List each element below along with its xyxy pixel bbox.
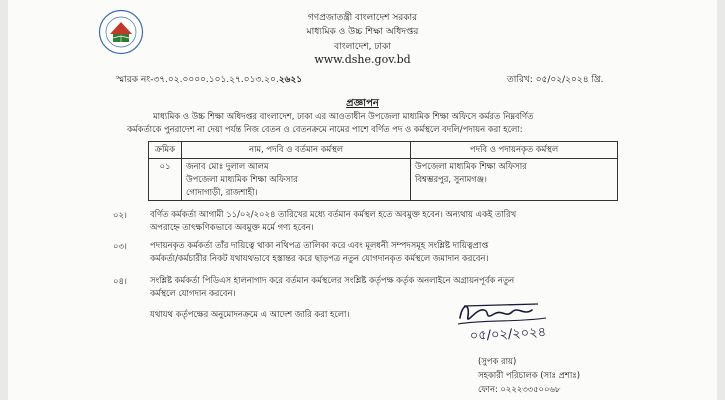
government-title: গণপ্রজাতন্ত্রী বাংলাদেশ সরকার (307, 13, 418, 23)
memo-number-bold: ২৬২১ (278, 75, 303, 85)
clause-text (150, 239, 640, 265)
table-row (149, 159, 618, 201)
clause-line: কর্মকর্তা/কর্মচারীর নিকট যথাযথভাবে হস্তান্তর করে ছাড়পত্র নতুন যোগদানকৃত কর্মস্থলে জমাদান করবেন। (150, 253, 489, 263)
current-designation: উপজেলা মাধ্যমিক শিক্ষা অফিসার (186, 174, 298, 184)
handwritten-date: ০৫/০২/২০২৪ (469, 325, 547, 344)
clause-number: ০৩। (113, 241, 127, 251)
header-new: পদবি ও পদায়নকৃত কর্মস্থল (411, 142, 618, 159)
handwritten-signature (450, 296, 585, 344)
new-station: বিশ্বম্ভরপুর, সুনামগঞ্জ। (415, 174, 487, 184)
header-current: নাম, পদবি ও বর্তমান কর্মস্থল (182, 142, 411, 159)
intro-line-2: কর্মকর্তাকে পুনরাদেশ না দেয়া পর্যন্ত নিজ বেতন ও বেতনক্রমে নামের পাশে বর্ণিত পদ ও কর্মস্থলে বদলি/পদায়ন করা হলো: (127, 124, 523, 134)
website-link[interactable]: www.dshe.gov.bd (314, 53, 411, 66)
clause-text (150, 208, 640, 234)
memo-prefix: স্মারক নং-৩৭.০২.০০০০.১০১.২৭.০১৩.২০. (116, 75, 279, 85)
current-station: গোদাগাড়ী, রাজশাহী। (186, 187, 258, 197)
location-line: বাংলাদেশ, ঢাকা (334, 42, 391, 52)
current-posting-cell (182, 159, 411, 201)
clause-line: কর্মস্থলে যোগদান করবেন। (150, 288, 236, 298)
clause-line: অপরাহ্নে তাৎক্ষণিকভাবে অবমুক্ত মর্মে গণ্য হবেন। (150, 222, 314, 232)
notice-intro (127, 110, 657, 136)
closing-statement: যথাযথ কর্তৃপক্ষের অনুমোদনক্রমে এ আদেশ জারি করা হলো। (150, 309, 350, 319)
directorate-title: মাধ্যমিক ও উচ্চ শিক্ষা অধিদপ্তর (306, 27, 419, 37)
header-serial: ক্রমিক (149, 142, 182, 159)
new-posting-cell (411, 159, 618, 201)
clause-line: সংশ্লিষ্ট কর্মকর্তা পিডিএস হালনাগাদ করে বর্তমান কর্মস্থলের সংশ্লিষ্ট কর্তৃপক্ষ কর্তৃক অনলাইনে অগ্রায়নপূর্বক নতুন (150, 275, 515, 285)
memo-date: তারিখ: ০৫/০২/২০২৪ খ্রি. (507, 75, 604, 85)
intro-line-1: মাধ্যমিক ও উচ্চ শিক্ষা অধিদপ্তর বাংলাদেশ, ঢাকা এর আওতাধীন উপজেলা মাধ্যমিক শিক্ষা অফিসে কর্মরত নিম্নবর্ণিত (153, 111, 534, 121)
notice-title: প্রজ্ঞাপন (346, 98, 379, 109)
clause-line: বর্ণিত কর্মকর্তা আগামী ১১/০২/২০২৪ তারিখের মধ্যে বর্তমান কর্মস্থল হতে অবমুক্ত হবেন। অন্যথায় একই তারিখ (150, 209, 517, 219)
clause-number: ০৪। (113, 276, 127, 286)
signatory-name: (সুপক রায়) (478, 356, 517, 366)
memo-number (116, 72, 302, 87)
clause-line: পদায়নকৃত কর্মকর্তা তাঁর দায়িত্বে থাকা নথিপত্র তালিকা করে এবং মূলধনী সম্পদসমূহ সংশ্লিষ্ট দায়িত্বপ্রাপ্ত (150, 240, 489, 250)
clause-number: ০২। (113, 210, 127, 220)
transfer-table (148, 141, 618, 201)
serial-cell: ০১ (149, 159, 182, 201)
signatory-designation: সহকারী পরিচালক (সাঃ প্রশাঃ) (478, 370, 581, 380)
officer-name: জনাব মোঃ দুলাল আলম (186, 161, 269, 171)
table-header-row (149, 142, 618, 159)
new-designation: উপজেলা মাধ্যমিক শিক্ষা অফিসার (415, 161, 527, 171)
signatory-phone: ফোন: ০২২২৩৩৫০০৬৮ (478, 384, 561, 394)
